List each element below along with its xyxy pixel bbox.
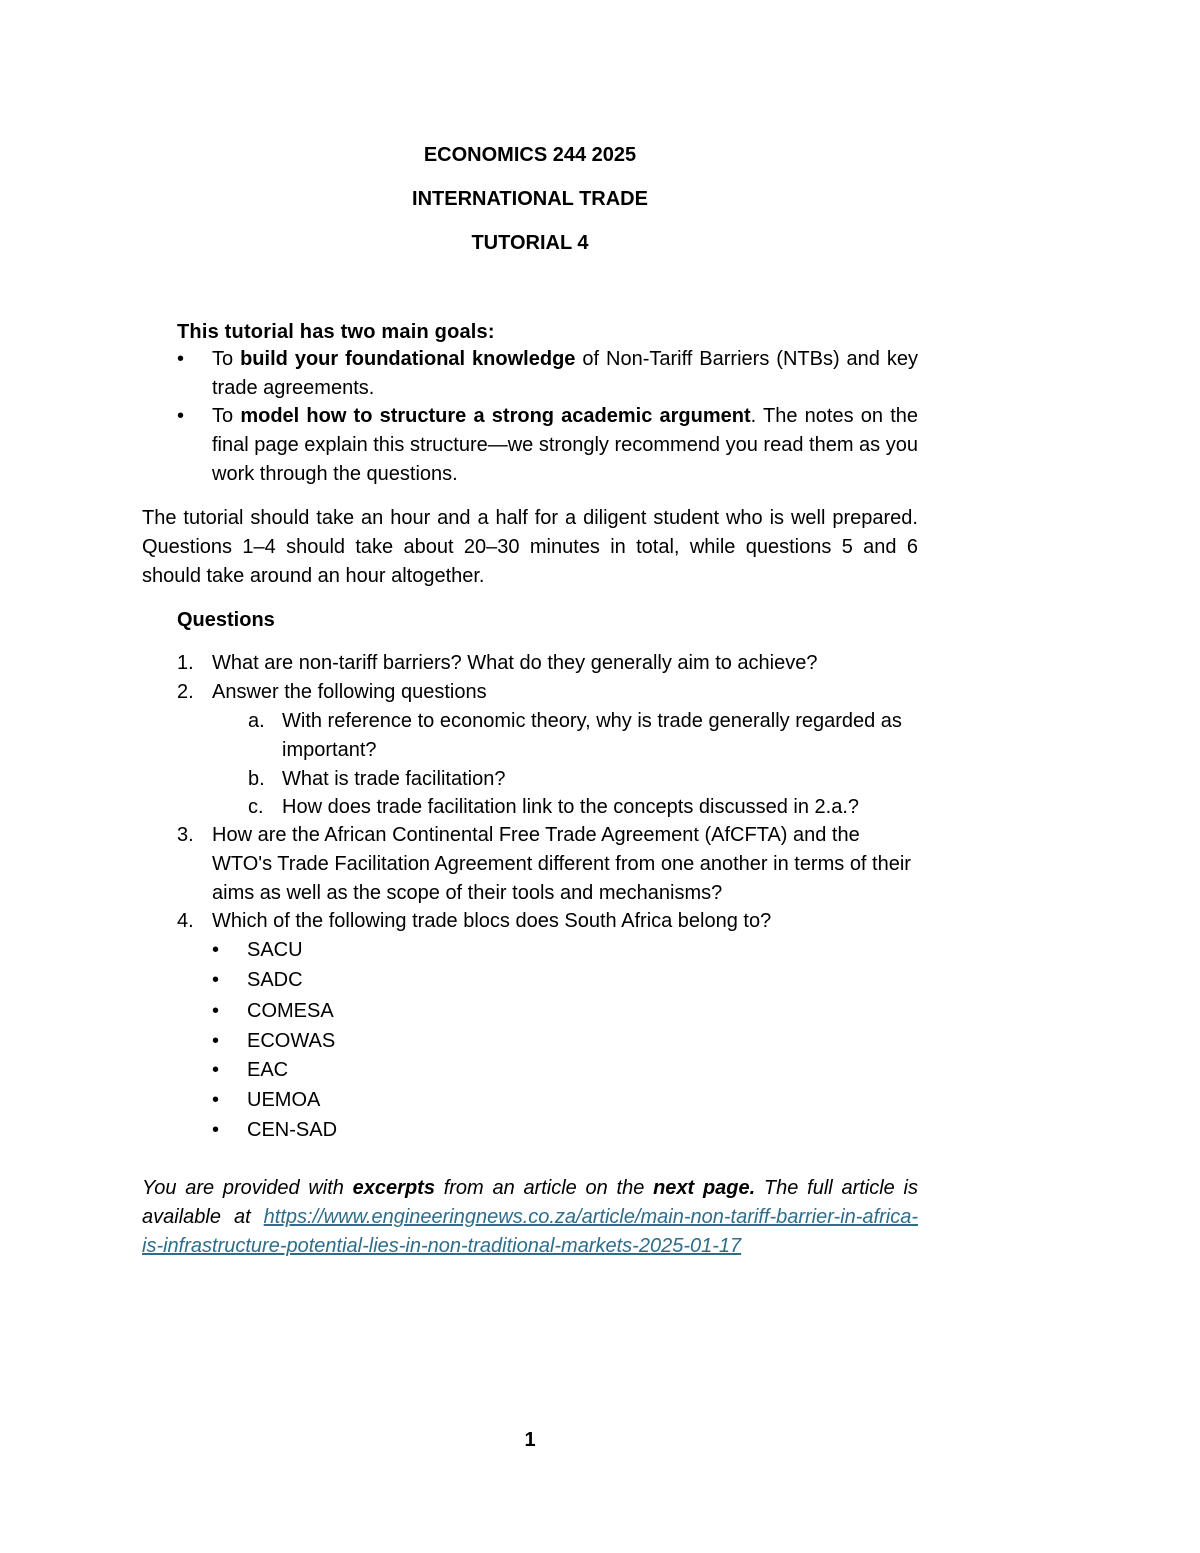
page-number: 1: [524, 1429, 536, 1451]
question-number: 4.: [177, 910, 194, 932]
bloc-name: SACU: [247, 939, 303, 961]
question-number: 2.: [177, 681, 194, 703]
question-number: 1.: [177, 652, 194, 674]
bloc-name: ECOWAS: [247, 1030, 336, 1052]
sub-question-text: What is trade facilitation?: [282, 768, 506, 790]
intro-paragraph: The tutorial should take an hour and a half for a diligent student who is well prepared. Questions 1–4 should take about 20–30 minutes in total, while questions 5 and 6 should take around an hour altogether.: [142, 507, 918, 587]
bullet-icon: •: [212, 939, 220, 961]
bullet-icon: •: [212, 1000, 220, 1022]
bullet-icon: •: [177, 348, 185, 370]
sub-question-text: With reference to economic theory, why is trade generally regarded as important?: [282, 710, 902, 761]
sub-question-text: How does trade facilitation link to the concepts discussed in 2.a.?: [282, 796, 859, 818]
sub-question-letter: c.: [248, 796, 264, 818]
bloc-name: UEMOA: [247, 1089, 321, 1111]
question-text: Which of the following trade blocs does South Africa belong to?: [212, 910, 772, 932]
bullet-icon: •: [177, 405, 185, 427]
course-title: ECONOMICS 244 2025: [423, 144, 637, 166]
question-text: What are non-tariff barriers? What do they generally aim to achieve?: [212, 652, 818, 674]
bullet-icon: •: [212, 1119, 220, 1141]
article-note: You are provided with excerpts from an article on the next page. The full article is available at https://www.engineeringnews.co.za/article/main-non-tariff-barrier-in-africa-is-infrastructure-potential-lies-in-non-traditional-markets-2025-01-17: [142, 1177, 918, 1257]
tutorial-title: TUTORIAL 4: [471, 232, 589, 254]
bullet-icon: •: [212, 1059, 220, 1081]
article-link[interactable]: https://www.engineeringnews.co.za/article/main-non-tariff-barrier-in-africa-is-infrastructure-potential-lies-in-non-traditional-markets-2025-01-17: [142, 1206, 918, 1257]
goal-text-1: To build your foundational knowledge of Non-Tariff Barriers (NTBs) and key trade agreements.: [212, 348, 919, 399]
bloc-name: SADC: [247, 969, 303, 991]
questions-heading: Questions: [177, 609, 275, 631]
question-text: How are the African Continental Free Trade Agreement (AfCFTA) and the WTO's Trade Facilitation Agreement different from one another in terms of their aims as well as the scope of their tools and mechanisms?: [212, 824, 911, 904]
bloc-name: COMESA: [247, 1000, 334, 1022]
bullet-icon: •: [212, 1030, 220, 1052]
goals-heading: This tutorial has two main goals:: [177, 321, 495, 343]
bloc-name: EAC: [247, 1059, 289, 1081]
bullet-icon: •: [212, 969, 220, 991]
bullet-icon: •: [212, 1089, 220, 1111]
sub-question-letter: b.: [248, 768, 265, 790]
subject-title: INTERNATIONAL TRADE: [412, 188, 648, 210]
sub-question-letter: a.: [248, 710, 265, 732]
goal-text-2: To model how to structure a strong academic argument. The notes on the final page explain this structure—we strongly recommend you read them as you work through the questions.: [212, 405, 919, 485]
question-text: Answer the following questions: [212, 681, 487, 703]
bloc-name: CEN-SAD: [247, 1119, 338, 1141]
document-page: [142, 0, 918, 1553]
question-number: 3.: [177, 824, 194, 846]
